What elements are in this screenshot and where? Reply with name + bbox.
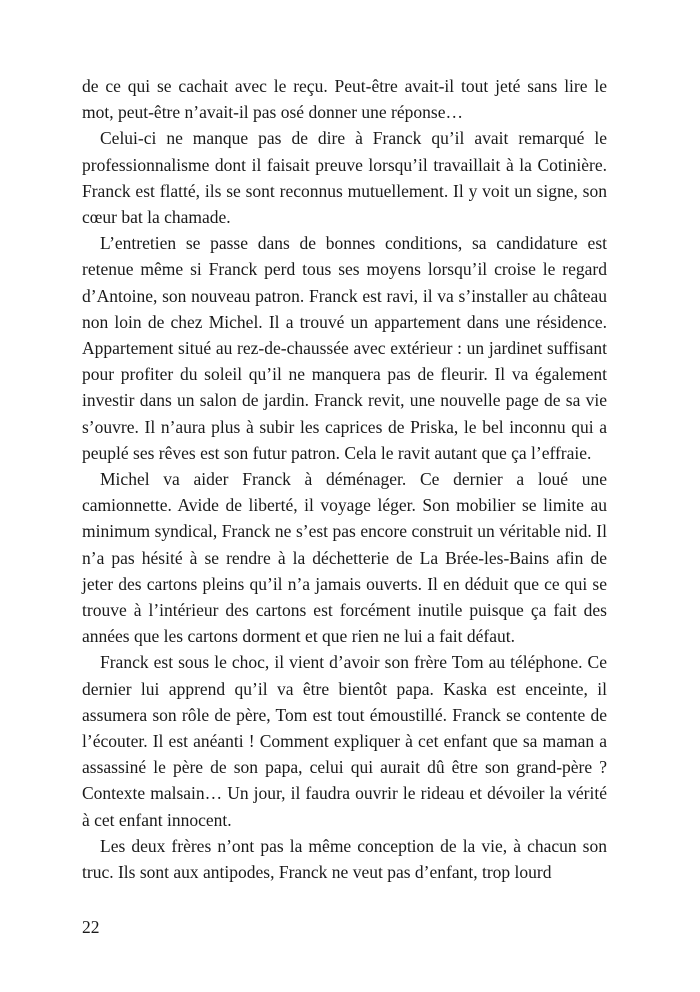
paragraph-1: de ce qui se cachait avec le reçu. Peut-être avait-il tout jeté sans lire le mot, peut-être n’avait-il pas osé donner une réponse… xyxy=(82,76,607,123)
paragraph-5: Franck est sous le choc, il vient d’avoir son frère Tom au téléphone. Ce dernier lui apprend qu’il va être bientôt papa. Kaska est enceinte, il assumera son rôle de père, Tom est tout émoustillé. Franck se contente de l’écouter. Il est anéanti ! Comment expliquer à cet enfant que sa maman a assassiné le père de son papa, celui qui aurait dû être son grand-père ? Contexte malsain… Un jour, il faudra ouvrir le rideau et dévoiler la vérité à cet enfant innocent. xyxy=(82,652,607,830)
body-text xyxy=(82,73,607,885)
paragraph-6: Les deux frères n’ont pas la même conception de la vie, à chacun son truc. Ils sont aux antipodes, Franck ne veut pas d’enfant, trop lourd xyxy=(82,835,607,883)
paragraph-2: Celui-ci ne manque pas de dire à Franck qu’il avait remarqué le professionnalisme dont il faisait preuve lorsqu’il travaillait à la Cotinière. Franck est flatté, ils se sont reconnus mutuellement. Il y voit un signe, son cœur bat la chamade. xyxy=(82,128,607,228)
paragraph-3: L’entretien se passe dans de bonnes conditions, sa candidature est retenue même si Franck perd tous ses moyens lorsqu’il croise le regard d’Antoine, son nouveau patron. Franck est ravi, il va s’installer au château non loin de chez Michel. Il a trouvé un appartement dans une résidence. Appartement situé au rez-de-chaussée avec extérieur : un jardinet suffisant pour profiter du soleil qu’il ne manquera pas de fleurir. Il va également investir dans un salon de jardin. Franck revit, une nouvelle page de sa vie s’ouvre. Il n’aura plus à subir les caprices de Priska, le bel inconnu qui a peuplé ses rêves est son futur patron. Cela le ravit autant que ça l’effraie. xyxy=(82,233,607,463)
paragraph-4: Michel va aider Franck à déménager. Ce dernier a loué une camionnette. Avide de liberté, il voyage léger. Son mobilier se limite au minimum syndical, Franck ne s’est pas encore construit un véritable nid. Il n’a pas hésité à se rendre à la déchetterie de La Brée-les-Bains afin de jeter des cartons pleins qu’il n’a jamais ouverts. Il en déduit que ce qui se trouve à l’intérieur des cartons est forcément inutile puisque ça fait des années que les cartons dorment et que rien ne lui a fait défaut. xyxy=(82,469,607,647)
page-number: 22 xyxy=(82,917,100,937)
